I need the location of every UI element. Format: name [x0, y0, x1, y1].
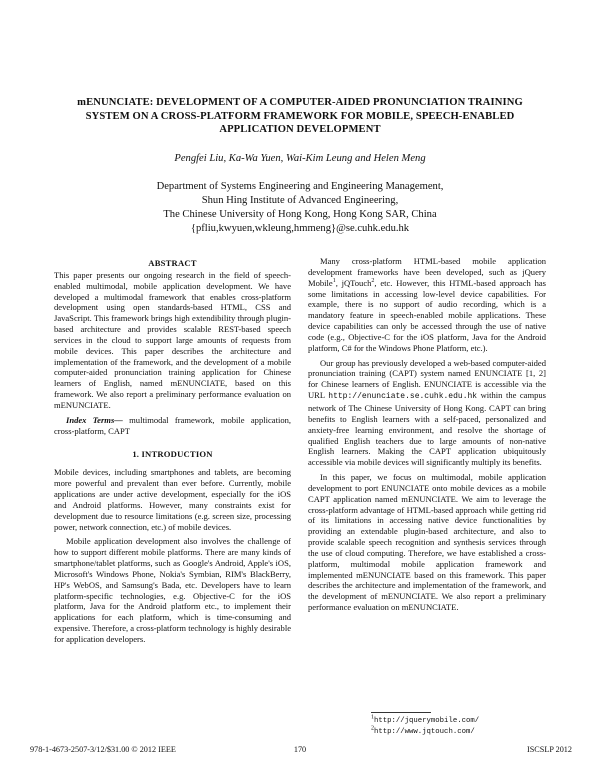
footnote-2-url[interactable]: http://www.jqtouch.com/ [374, 728, 475, 736]
title-line-2: SYSTEM ON A CROSS-PLATFORM FRAMEWORK FOR MOBILE, SPEECH-ENABLED [85, 110, 515, 122]
enunciate-url[interactable]: http://enunciate.se.cuhk.edu.hk [328, 392, 478, 402]
footnote-ref-1: 1 [332, 277, 336, 284]
index-terms-label: Index Terms— [66, 414, 123, 425]
introduction-heading: 1. INTRODUCTION [132, 448, 213, 459]
footnote-1: $^1$http://jquerymobile.com/ [371, 714, 480, 725]
affiliation-line-2: Shun Hing Institute of Advanced Engineering, [201, 195, 399, 206]
footer-copyright: 978-1-4673-2507-3/12/$31.00 © 2012 IEEE [30, 745, 176, 754]
author-list: Pengfei Liu, Ka-Wa Yuen, Wai-Kim Leung and Helen Meng [174, 153, 426, 164]
affiliation-emails: {pfliu,kwyuen,wkleung,hmmeng}@se.cuhk.edu.hk [190, 223, 410, 234]
abstract-text: This paper presents our ongoing research in the field of speech-enabled multimodal, mobile application development. We have developed a multimodal framework that enables cross-platform development using open standards-based HTML, CSS and JavaScript. This framework brings high extendibility through plugin-based architecture and provides scalable REST-based speech services in the cloud to support large amounts of requests from mobile devices. This paper describes the architecture and implementation of the framework, and the development of a mobile computer-aided pronunciation training application for Chinese learners of English, named mENUNCIATE, based on this framework. We also report a preliminary performance evaluation on mENUNCIATE. [54, 269, 291, 410]
paper-title [40, 96, 560, 137]
footnote-1-url[interactable]: http://jquerymobile.com/ [374, 717, 480, 725]
footnotes [371, 715, 479, 737]
right-paragraph-1: Many cross-platform HTML-based mobile application development frameworks have been developed, such as jQuery Mobile$^1$, jQTouch$^2$, etc. However, this HTML-based approach has some limitations in accessing low-level device capabilities. For example, there is no support of audio recording, which is a mandatory feature in speech-enabled mobile applications. These device capabilities can only be accessed through the use of native code (e.g., Objective-C for the iOS platform, Java for the Android platform, C# for the Windows Phone Platform, etc.). [308, 256, 546, 353]
affiliation [40, 180, 560, 236]
title-line-1: mENUNCIATE: DEVELOPMENT OF A COMPUTER-AIDED PRONUNCIATION TRAINING [77, 97, 523, 108]
right-column [308, 256, 546, 613]
intro-paragraph-2: Mobile application development also involves the challenge of how to support different mobile platforms. There are many kinds of smartphone/tablet platforms, such as Google's Android, Apple's iOS, Microsoft's Windows Phone, Nokia's Symbian, RIM's BlackBerry, HP's WebOS, and Samsung's Bada, etc. Developers have to learn platform-specific technologies, e.g. Objective-C for the iOS platform, Java for the Android platform etc., to implement their applications for each platform, which is time-consuming and expensive. Therefore, a cross-platform technology is highly desirable for application developers. [54, 536, 291, 644]
intro-paragraph-1: Mobile devices, including smartphones and tablets, are becoming more powerful and prevalent than ever before. Currently, mobile applications are under active development, especially for the iOS and Android platforms. However, many constraints exist for development due to resource limitations (e.g. screen size, processing power, network connection, etc.) of mobile devices. [54, 467, 291, 532]
affiliation-line-1: Department of Systems Engineering and Engineering Management, [156, 181, 444, 192]
footer-venue: ISCSLP 2012 [527, 745, 572, 754]
index-terms-text: multimodal framework, mobile application, cross-platform, CAPT [54, 414, 291, 436]
title-line-3: APPLICATION DEVELOPMENT [219, 124, 381, 135]
left-column [54, 258, 291, 645]
abstract-heading: ABSTRACT [148, 258, 197, 268]
footnote-2: $^2$http://www.jqtouch.com/ [371, 725, 475, 736]
footnote-ref-2: 2 [371, 277, 375, 284]
right-paragraph-2: Our group has previously developed a web-based computer-aided pronunciation training (CAPT) system named ENUNCIATE [1, 2] for Chinese learners of English. ENUNCIATE is accessible via the URL http://enunciate.se.cuhk.edu.hk within the campus network of The Chinese University of Hong Kong. CAPT can bring benefits to English learners with a self-paced, personalized and anxiety-free learning environment, and resolve the shortage of qualified English teachers due to large amounts of non-native English learners. Making the CAPT application ubiquitously accessible via mobile devices will significantly multiply its benefits. [308, 357, 546, 468]
affiliation-line-3: The Chinese University of Hong Kong, Hong Kong SAR, China [163, 209, 437, 220]
footnote-divider [371, 712, 431, 713]
index-terms [54, 415, 291, 437]
right-paragraph-3: In this paper, we focus on multimodal, mobile application development to port ENUNCIATE onto mobile devices as a mobile CAPT application named mENUNCIATE. We aim to leverage the cross-platform advantage of HTML-based approach while getting rid of its limitations in accessing native device functionalities by providing an extendable plugin-based architecture, and also to provide scalable speech recognition and synthesis services through the use of cloud computing. Therefore, we have established a cross-platform, multimodal mobile application framework and implemented mENUNCIATE based on this framework. This paper describes the architecture and implementation of the framework, and the development of mENUNCIATE. We also report a preliminary performance evaluation on mENUNCIATE. [308, 472, 546, 613]
page-number: 170 [293, 745, 307, 754]
